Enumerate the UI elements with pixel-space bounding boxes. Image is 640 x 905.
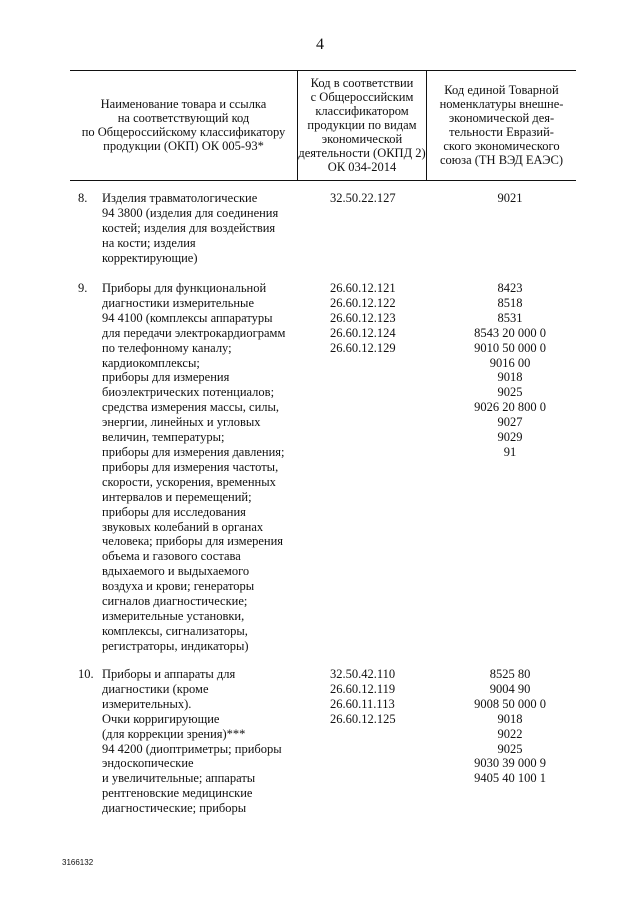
page-number: 4 [316, 36, 324, 53]
header-col-tnved [427, 72, 576, 178]
text-line: 8518 [497, 295, 523, 310]
text-line: средства измерения массы, силы, [102, 400, 280, 415]
text-line: интервалов и перемещений; [102, 489, 252, 504]
text-line: воздуха и крови; генераторы [102, 579, 255, 594]
text-line: приборы для измерения давления; [102, 444, 285, 459]
text-line: звуковых колебаний в органах [102, 519, 264, 534]
row-number: 10. [78, 667, 94, 681]
text-line: костей; изделия для воздействия [102, 220, 276, 235]
text-line: 26.60.12.119 [330, 681, 396, 696]
header-col-name-line: Наименование товара и ссылка [100, 97, 267, 111]
text-line: 9030 39 000 9 [474, 756, 546, 771]
text-line: объема и газового состава [102, 549, 241, 564]
table-top-rule [70, 70, 576, 71]
text-line: измерительных). [102, 696, 192, 711]
header-col-okpd-line: деятельности (ОКПД 2) [298, 146, 426, 160]
row-number: 9. [78, 281, 88, 295]
row-okpd-codes [330, 281, 420, 356]
text-line: 9010 50 000 0 [474, 340, 546, 355]
header-col-tnved-line: союза (ТН ВЭД ЕАЭС) [440, 153, 563, 167]
header-col-okpd [298, 72, 426, 178]
row-number: 8. [78, 191, 88, 205]
header-col-okpd-line: продукции по видам [307, 118, 417, 132]
header-col-tnved-line: номенклатуры внешне- [439, 97, 564, 111]
text-line: кардиокомплексы; [102, 355, 200, 370]
text-line: измерительные установки, [102, 608, 245, 623]
text-line: Приборы для функциональной [102, 281, 267, 295]
text-line: 9029 [497, 430, 523, 445]
text-line: скорости, ускорения, временных [102, 474, 276, 489]
text-line: 8543 20 000 0 [474, 325, 546, 340]
text-line: 9004 90 [489, 681, 531, 696]
table-header-rule [70, 180, 576, 181]
text-line: 26.60.12.124 [330, 325, 396, 340]
header-col-name-line: на соответствующий код [117, 111, 250, 125]
text-line: эндоскопические [102, 756, 194, 771]
text-line: и увеличительные; аппараты [102, 771, 256, 786]
text-line: приборы для измерения частоты, [102, 459, 279, 474]
document-id: 3166132 [62, 858, 94, 867]
text-line: (для коррекции зрения)*** [102, 726, 246, 741]
text-line: 9026 20 800 0 [474, 400, 546, 415]
text-line: 94 4100 (комплексы аппаратуры [102, 310, 273, 325]
text-line: 8525 80 [489, 667, 531, 681]
header-col-okpd-line: ОК 034-2014 [327, 160, 397, 174]
header-col-name [70, 72, 297, 178]
text-line: приборы для исследования [102, 504, 246, 519]
text-line: 9025 [497, 741, 523, 756]
text-line: на кости; изделия [102, 235, 196, 250]
text-line: Приборы и аппараты для [102, 667, 236, 681]
text-line: 9018 [497, 711, 523, 726]
text-line: вдыхаемого и выдыхаемого [102, 564, 250, 579]
text-line: 32.50.42.110 [330, 667, 396, 681]
row-description [102, 191, 302, 266]
text-line: энергии, линейных и угловых [102, 415, 261, 430]
text-line: 8531 [497, 310, 523, 325]
row-tnved-codes [420, 191, 600, 206]
header-col-okpd-line: классификатором [315, 104, 409, 118]
text-line: 94 3800 (изделия для соединения [102, 205, 279, 220]
text-line: 26.60.12.125 [330, 711, 396, 726]
header-col-tnved-line: ского экономического [443, 139, 560, 153]
text-line: 26.60.12.122 [330, 295, 396, 310]
row-tnved-codes [420, 667, 600, 786]
row-tnved-codes [420, 281, 600, 460]
text-line: 9008 50 000 0 [474, 696, 546, 711]
text-line: 9018 [497, 370, 523, 385]
text-line: 8423 [497, 281, 523, 295]
text-line: регистраторы, индикаторы) [102, 638, 249, 653]
text-line: приборы для измерения [102, 370, 230, 385]
text-line: 26.60.11.113 [330, 696, 395, 711]
text-line: 26.60.12.129 [330, 340, 396, 355]
text-line: по телефонному каналу; [102, 340, 232, 355]
header-col-okpd-line: экономической [321, 132, 403, 146]
header-col-tnved-line: Код единой Товарной [444, 83, 559, 97]
text-line: 9016 00 [489, 355, 531, 370]
text-line: 26.60.12.123 [330, 310, 396, 325]
text-line: диагностические; приборы [102, 801, 247, 816]
text-line: человека; приборы для измерения [102, 534, 284, 549]
text-line: 9405 40 100 1 [474, 771, 546, 786]
row-description [102, 281, 302, 654]
text-line: диагностики (кроме [102, 681, 209, 696]
text-line: 94 4200 (диоптриметры; приборы [102, 741, 282, 756]
text-line: 9022 [497, 726, 523, 741]
text-line: Очки корригирующие [102, 711, 220, 726]
text-line: биоэлектрических потенциалов; [102, 385, 275, 400]
header-col-name-line: по Общероссийскому классификатору [81, 125, 286, 139]
header-col-tnved-line: тельности Евразий- [449, 125, 554, 139]
header-col-name-line: продукции (ОКП) ОК 005-93* [103, 139, 264, 153]
text-line: рентгеновские медицинские [102, 786, 253, 801]
row-okpd-codes [330, 667, 420, 727]
row-description [102, 667, 302, 816]
text-line: комплексы, сигнализаторы, [102, 623, 248, 638]
header-col-okpd-line: Код в соответствии [310, 76, 414, 90]
header-col-okpd-line: с Общероссийским [310, 90, 414, 104]
text-line: Изделия травматологические [102, 191, 258, 205]
text-line: 91 [503, 444, 517, 459]
text-line: диагностики измерительные [102, 295, 254, 310]
text-line: для передачи электрокардиограмм [102, 325, 286, 340]
text-line: корректирующие) [102, 250, 198, 265]
text-line: 9027 [497, 415, 523, 430]
row-okpd-codes [330, 191, 420, 206]
text-line: 9025 [497, 385, 523, 400]
text-line: 32.50.22.127 [330, 191, 396, 205]
header-col-tnved-line: экономической дея- [448, 111, 555, 125]
text-line: 9021 [497, 191, 523, 205]
text-line: сигналов диагностические; [102, 594, 248, 609]
text-line: величин, температуры; [102, 430, 225, 445]
text-line: 26.60.12.121 [330, 281, 396, 295]
